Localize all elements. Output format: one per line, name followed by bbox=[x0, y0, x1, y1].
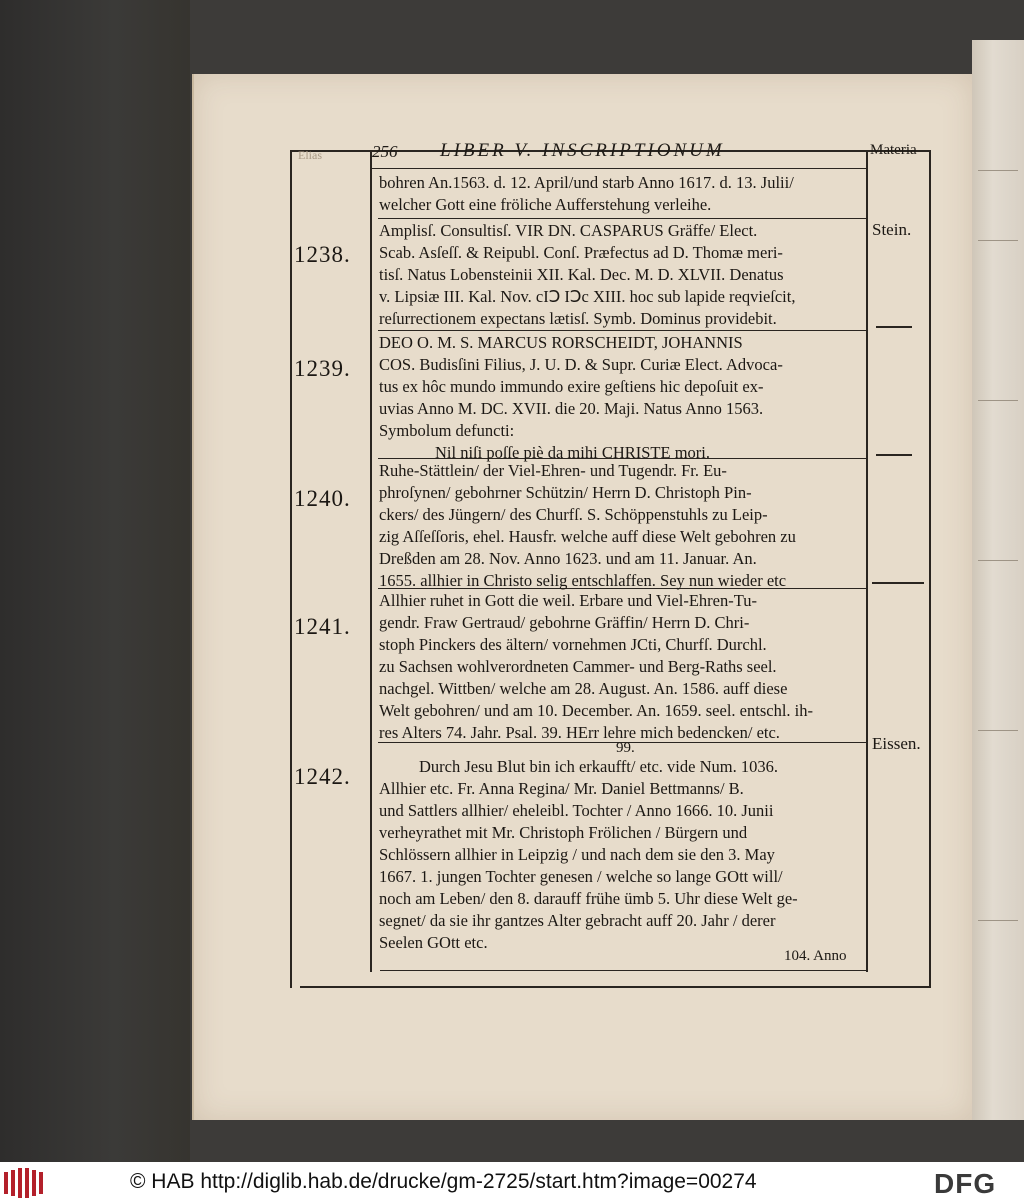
text-line: Durch Jesu Blut bin ich erkaufft/ etc. vide Num. 1036. bbox=[419, 757, 778, 776]
next-page-edge bbox=[972, 40, 1024, 1120]
inscription-1240 bbox=[379, 460, 865, 592]
text-line: zu Sachsen wohlverordneten Cammer- und Berg-Raths seel. bbox=[379, 657, 777, 676]
text-line: Nil niſi poſſe piè da mihi CHRISTE mori. bbox=[435, 443, 710, 462]
inscription-continuation bbox=[379, 172, 865, 216]
text-line: tus ex hôc mundo immundo exire geſtiens hic depoſuit ex- bbox=[379, 377, 764, 396]
text-line: res Alters 74. Jahr. Psal. 39. HErr lehre mich bedencken/ etc. bbox=[379, 723, 780, 742]
text-line: Schlössern allhier in Leipzig / und nach dem sie den 3. May bbox=[379, 845, 775, 864]
margin-heading: Materia bbox=[870, 142, 917, 158]
entry-separator bbox=[378, 218, 866, 219]
copyright-link[interactable]: © HAB http://diglib.hab.de/drucke/gm-2725/start.htm?image=00274 bbox=[130, 1170, 757, 1193]
page-number: 256 bbox=[372, 142, 398, 161]
text-line: v. Lipsiæ III. Kal. Nov. cIↃ IↃc XIII. hoc sub lapide reqvieſcit, bbox=[379, 287, 796, 306]
material-dash bbox=[872, 582, 924, 584]
text-line: Allhier etc. Fr. Anna Regina/ Mr. Daniel Bettmanns/ B. bbox=[379, 779, 744, 798]
inscription-1238 bbox=[379, 220, 865, 330]
text-line: ckers/ des Jüngern/ des Churfſ. S. Schöppenstuhls zu Leip- bbox=[379, 505, 768, 524]
text-line: gendr. Fraw Gertraud/ gebohrne Gräffin/ Herrn D. Chri- bbox=[379, 613, 750, 632]
entry-separator bbox=[378, 330, 866, 331]
text-line: Allhier ruhet in Gott die weil. Erbare und Viel-Ehren-Tu- bbox=[379, 591, 757, 610]
inner-left-rule bbox=[370, 150, 372, 972]
text-line: phroſynen/ gebohrner Schützin/ Herrn D. Christoph Pin- bbox=[379, 483, 752, 502]
text-line: verheyrathet mit Mr. Christoph Frölichen / Bürgern und bbox=[379, 823, 748, 842]
catchword-rule bbox=[380, 970, 866, 971]
ghost-header-text: Elias bbox=[298, 148, 322, 162]
text-line: reſurrectionem expectans lætisſ. Symb. Dominus providebit. bbox=[379, 309, 777, 328]
inscription-number: 1240. bbox=[294, 486, 351, 511]
bottom-rule bbox=[300, 986, 930, 988]
text-line: nachgel. Wittben/ welche am 28. August. An. 1586. auff diese bbox=[379, 679, 788, 698]
scan-left-shadow bbox=[0, 0, 190, 1162]
material-dash bbox=[876, 454, 912, 456]
text-line: noch am Leben/ den 8. darauff frühe ümb 5. Uhr diese Welt ge- bbox=[379, 889, 798, 908]
text-line: stoph Pinckers des ältern/ vornehmen JCti, Churfſ. Durchl. bbox=[379, 635, 767, 654]
outer-left-rule bbox=[290, 150, 292, 988]
viewer-footer bbox=[0, 1162, 1024, 1204]
header-underline bbox=[370, 168, 866, 169]
text-line: und Sattlers allhier/ eheleibl. Tochter / Anno 1666. 10. Junii bbox=[379, 801, 774, 820]
text-line: Seelen GOtt etc. bbox=[379, 933, 488, 952]
text-line: 1667. 1. jungen Tochter genesen / welche so lange GOtt will/ bbox=[379, 867, 783, 886]
inscription-1241 bbox=[379, 590, 865, 744]
text-line: DEO O. M. S. MARCUS RORSCHEIDT, JOHANNIS bbox=[379, 333, 743, 352]
inscription-number: 1239. bbox=[294, 356, 351, 381]
inscription-number: 1241. bbox=[294, 614, 351, 639]
inscription-number: 1242. bbox=[294, 764, 351, 789]
text-line: Welt gebohren/ und am 10. December. An. 1659. seel. entschl. ih- bbox=[379, 701, 813, 720]
text-line: Symbolum defuncti: bbox=[379, 421, 515, 440]
text-line: Scab. Asſeſſ. & Reipubl. Conſ. Præfectus ad D. Thomæ meri- bbox=[379, 243, 783, 262]
dfg-logo: DFG bbox=[934, 1168, 997, 1199]
inscription-number: 1238. bbox=[294, 242, 351, 267]
text-line: Ruhe-Stättlein/ der Viel-Ehren- und Tugendr. Fr. Eu- bbox=[379, 461, 727, 480]
text-line: welcher Gott eine fröliche Aufferstehung verleihe. bbox=[379, 195, 712, 214]
text-line: segnet/ da sie ihr gantzes Alter gebracht auff 20. Jahr / derer bbox=[379, 911, 776, 930]
material-label: Stein. bbox=[872, 220, 912, 239]
text-line: COS. Budisſini Filius, J. U. D. & Supr. Curiæ Elect. Advoca- bbox=[379, 355, 783, 374]
text-line: zig Aſſeſſoris, ehel. Hausfr. welche auff diese Welt gebohren zu bbox=[379, 527, 796, 546]
text-line: bohren An.1563. d. 12. April/und starb Anno 1617. d. 13. Julii/ bbox=[379, 173, 794, 192]
text-line: uvias Anno M. DC. XVII. die 20. Maji. Natus Anno 1563. bbox=[379, 399, 764, 418]
text-line: tisſ. Natus Lobensteinii XII. Kal. Dec. M. D. XLVII. Denatus bbox=[379, 265, 784, 284]
material-label: Eissen. bbox=[872, 734, 921, 753]
outer-right-rule bbox=[929, 150, 931, 988]
inner-right-rule bbox=[866, 150, 868, 972]
catchword: 104. Anno bbox=[784, 948, 847, 964]
text-line: Amplisſ. Consultisſ. VIR DN. CASPARUS Gräffe/ Elect. bbox=[379, 221, 758, 240]
signature-mark: 99. bbox=[616, 740, 635, 756]
text-line: Dreßden am 28. Nov. Anno 1623. und am 11. Januar. An. bbox=[379, 549, 757, 568]
material-dash bbox=[876, 326, 912, 328]
inscription-1242 bbox=[379, 756, 865, 954]
inscription-1239 bbox=[379, 332, 865, 464]
text-line: 1655. allhier in Christo selig entschlaffen. Sey nun wieder etc bbox=[379, 571, 787, 590]
running-title: LIBER V. INSCRIPTIONUM bbox=[440, 140, 725, 161]
hab-logo-icon bbox=[4, 1168, 46, 1198]
